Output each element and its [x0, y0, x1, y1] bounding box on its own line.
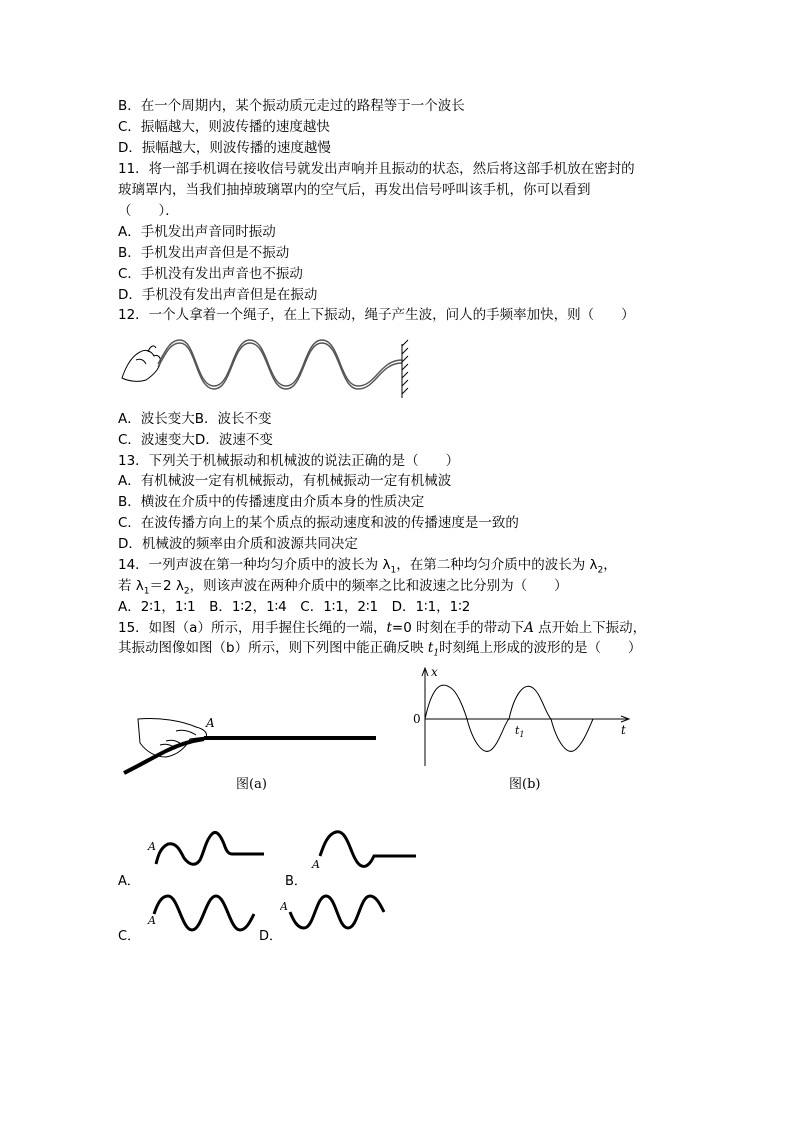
q15-option-a-wave [146, 826, 266, 868]
q15-option-c-label: C． [118, 929, 141, 944]
q15-stem-line1: 15．如图（a）所示，用手握住长绳的一端，t=0 时刻在手的带动下A 点开始上下振动， [118, 620, 647, 636]
q15-option-a-label: A． [118, 874, 140, 889]
q13-option-a: A．有机械波一定有机械振动，有机械振动一定有机械波 [118, 473, 452, 489]
q14-options: A．2∶1，1∶1 B．1∶2，1∶4 C．1∶1，2∶1 D．1∶1，1∶2 [118, 599, 471, 615]
q10-option-c: C．振幅越大，则波传播的速度越快 [118, 119, 330, 135]
q13-option-c: C．在波传播方向上的某个质点的振动速度和波的传播速度是一致的 [118, 515, 519, 531]
fig-b-vibration-graph [395, 662, 635, 772]
axis-t-label: t [621, 723, 626, 737]
fig-a-hand-rope [120, 705, 385, 780]
q14-stem-line2: 若 $\lambda_1=2$ $\lambda_2$，则该声波在两种介质中的频率之比和波速之比分别为（ ） [118, 578, 568, 597]
svg-text:A: A [280, 900, 288, 913]
q14-stem-line1: 14．一列声波在第一种均匀介质中的波长为 $\lambda_1$，在第二种均匀介质中的波长为 $\lambda_2$， [118, 557, 617, 576]
q15-option-d-wave [280, 890, 390, 936]
fig-b-caption: 图(b) [509, 777, 541, 792]
q11-stem-line2: 玻璃罩内，当我们抽掉玻璃罩内的空气后，再发出信号呼叫该手机，你可以看到 [118, 182, 591, 198]
q11-stem-line3: （ ）． [118, 203, 179, 219]
q13-option-b: B．横波在介质中的传播速度由介质本身的性质决定 [118, 494, 425, 510]
wall-icon [402, 340, 408, 398]
q11-option-a: A．手机发出声音同时振动 [118, 224, 276, 240]
q15-option-b-label: B． [285, 874, 307, 889]
q10-option-d: D．振幅越大，则波传播的速度越慢 [118, 140, 331, 156]
q13-option-d: D．机械波的频率由介质和波源共同决定 [118, 536, 358, 552]
q11-option-b: B．手机发出声音但是不振动 [118, 245, 290, 261]
svg-text:A: A [148, 914, 156, 927]
rope-wave [158, 340, 402, 389]
q12-option-cd: C．波速变大D．波速不变 [118, 432, 273, 448]
q15-option-b-wave [308, 826, 424, 872]
q11-stem-line1: 11．将一部手机调在接收信号就发出声响并且振动的状态，然后将这部手机放在密封的 [118, 161, 635, 177]
q13-stem: 13．下列关于机械振动和机械波的说法正确的是（ ） [118, 453, 460, 469]
q15-option-c-wave [146, 890, 258, 938]
q15-stem-line2: 其振动图像如图（b）所示，则下列图中能正确反映 $t_1$时刻绳上形成的波形的是（ ） [118, 640, 642, 659]
svg-text:A: A [148, 840, 156, 853]
q12-option-ab: A．波长变大B．波长不变 [118, 411, 272, 427]
q11-option-d: D．手机没有发出声音但是在振动 [118, 287, 318, 303]
point-a-label: A [206, 716, 215, 730]
hand-icon [138, 718, 207, 757]
q15-option-d-label: D． [259, 929, 283, 944]
q12-stem: 12．一个人拿着一个绳子，在上下振动，绳子产生波，问人的手频率加快，则（ ） [118, 307, 635, 323]
origin-label: 0 [413, 712, 421, 726]
sine-curve [425, 685, 593, 751]
fig-a-caption: 图(a) [236, 777, 267, 792]
q12-rope-wave-figure [118, 330, 418, 402]
q11-option-c: C．手机没有发出声音也不振动 [118, 266, 303, 282]
axis-x-label: x [431, 665, 438, 679]
svg-text:A: A [312, 858, 320, 871]
hand-icon [122, 346, 161, 381]
q10-option-b: B．在一个周期内，某个振动质元走过的路程等于一个波长 [118, 98, 465, 114]
t1-label: $t_1$ [515, 724, 525, 739]
